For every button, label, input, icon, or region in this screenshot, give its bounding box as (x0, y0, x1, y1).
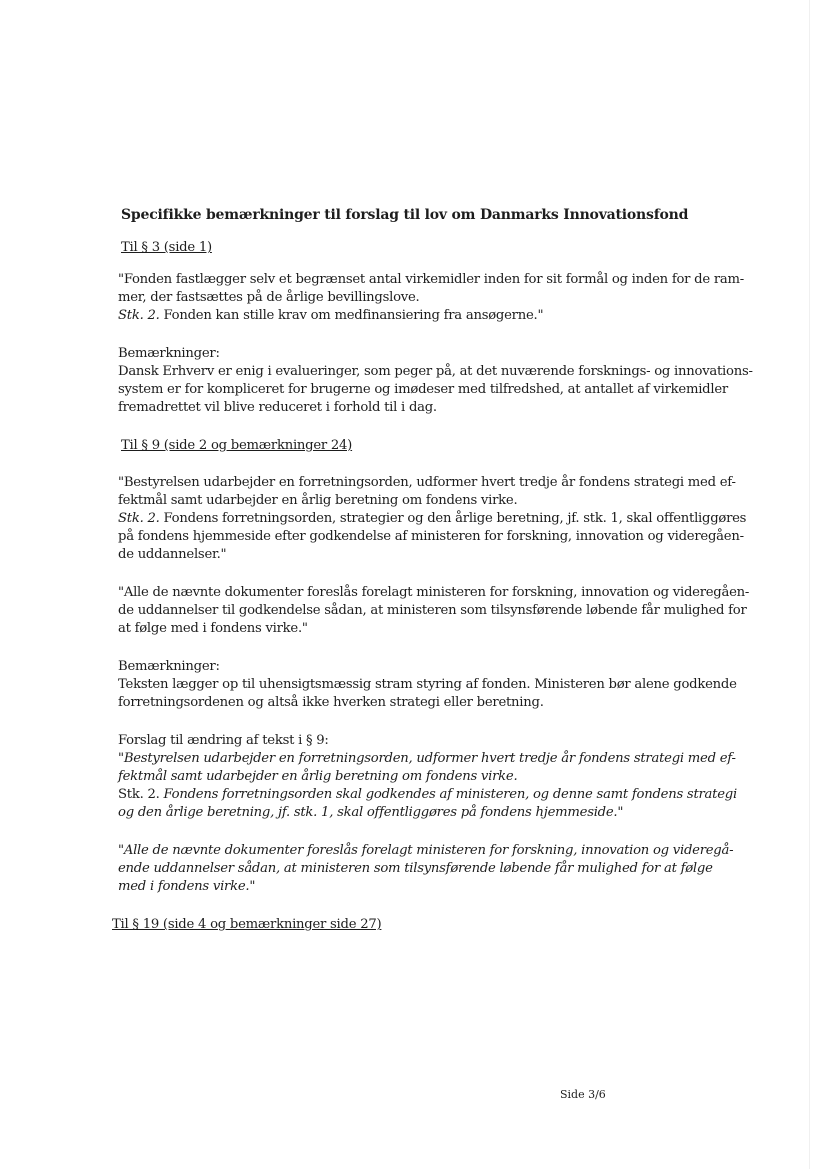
remarks-line: Teksten lægger op til uhensigtsmæssig stram styring af fonden. Ministeren bør alene godkende (118, 677, 737, 692)
stk-label: Stk. 2. (118, 308, 160, 323)
quote-line: de uddannelser til godkendelse sådan, at ministeren som tilsynsførende løbende får mulighed for (118, 603, 747, 618)
remarks-line: forretningsordenen og altså ikke hverken strategi eller beretning. (118, 695, 544, 710)
remarks-line: system er for kompliceret for brugerne og imødeser med tilfredshed, at antallet af virkemidler (118, 382, 728, 397)
proposal-line: med i fondens virke." (118, 879, 256, 894)
proposal-quote-para-9 (118, 842, 734, 896)
section-heading-para-3: Til § 3 (side 1) (121, 240, 212, 255)
remarks-label: Bemærkninger: (118, 659, 220, 674)
proposal-line: og den årlige beretning, jf. stk. 1, skal offentliggøres på fondens hjemmeside." (118, 805, 624, 820)
quote-para-9-a (118, 474, 747, 564)
quote-para-3 (118, 271, 744, 325)
quote-stk-line (118, 510, 747, 528)
remarks-line: fremadrettet vil blive reduceret i forhold til i dag. (118, 400, 437, 415)
stk-text: Fondens forretningsorden, strategier og den årlige beretning, jf. stk. 1, skal offentliggøres (159, 511, 747, 526)
quote-line: på fondens hjemmeside efter godkendelse af ministeren for forskning, innovation og videregåen- (118, 529, 744, 544)
document-body (112, 206, 753, 953)
quote-line: mer, der fastsættes på de årlige bevillingslove. (118, 290, 420, 305)
quote-line: "Alle de nævnte dokumenter foreslås forelagt ministeren for forskning, innovation og videregåen- (118, 585, 750, 600)
quote-line: "Fonden fastlægger selv et begrænset antal virkemidler inden for sit formål og inden for de ram- (118, 272, 744, 287)
proposal-line: fektmål samt udarbejder en årlig beretning om fondens virke. (118, 769, 518, 784)
proposal-line: ende uddannelser sådan, at ministeren som tilsynsførende løbende får mulighed for at følge (118, 861, 713, 876)
proposal-stk-line (118, 786, 737, 804)
document-title: Specifikke bemærkninger til forslag til lov om Danmarks Innovationsfond (121, 207, 689, 223)
remarks-label: Bemærkninger: (118, 346, 220, 361)
stk-label: Stk. 2. (118, 787, 160, 802)
quote-stk-line (118, 307, 708, 325)
page-number: Side 3/6 (560, 1088, 606, 1101)
quote-para-9-b (118, 584, 750, 638)
proposal-line: "Alle de nævnte dokumenter foreslås forelagt ministeren for forskning, innovation og videregå- (118, 843, 734, 858)
stk-text: Fondens forretningsorden skal godkendes af ministeren, og denne samt fondens strategi (159, 787, 737, 802)
section-heading-para-9: Til § 9 (side 2 og bemærkninger 24) (121, 438, 353, 453)
proposal-line: "Bestyrelsen udarbejder en forretningsorden, udformer hvert tredje år fondens strategi med ef- (118, 751, 736, 766)
remarks-para-9 (118, 658, 737, 712)
quote-line: fektmål samt udarbejder en årlig beretning om fondens virke. (118, 493, 518, 508)
section-heading-para-19: Til § 19 (side 4 og bemærkninger side 27) (112, 917, 382, 932)
remarks-line: Dansk Erhverv er enig i evalueringer, som peger på, at det nuværende forsknings- og innovations- (118, 364, 753, 379)
quote-line: at følge med i fondens virke." (118, 621, 308, 636)
quote-line: de uddannelser." (118, 547, 227, 562)
remarks-para-3 (118, 345, 753, 417)
proposal-label: Forslag til ændring af tekst i § 9: (118, 733, 329, 748)
quote-line: "Bestyrelsen udarbejder en forretningsorden, udformer hvert tredje år fondens strategi med ef- (118, 475, 736, 490)
stk-label: Stk. 2. (118, 511, 160, 526)
page-edge-shadow (809, 0, 810, 1169)
proposal-para-9 (118, 732, 737, 822)
stk-text: Fonden kan stille krav om medfinansiering fra ansøgerne." (159, 308, 544, 323)
